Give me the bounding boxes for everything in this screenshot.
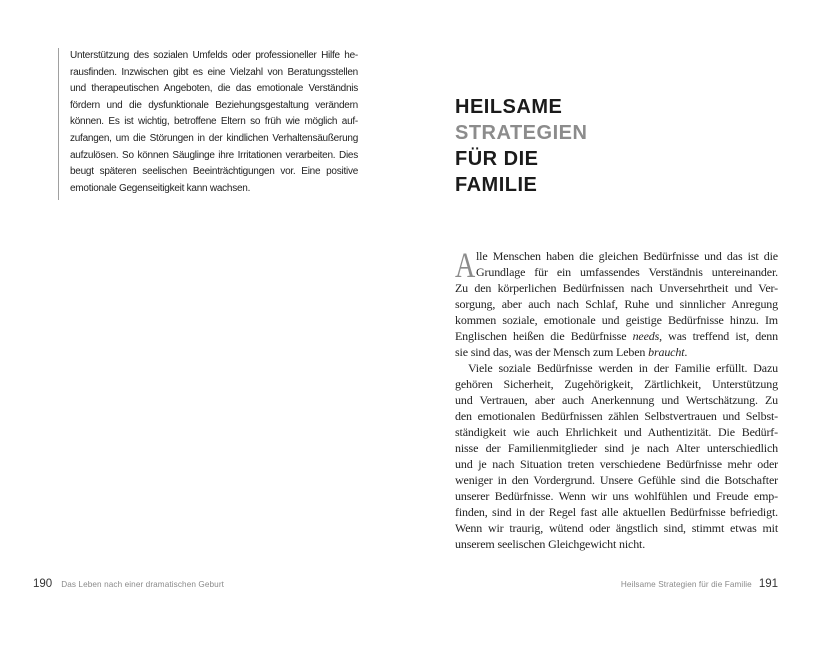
sidebar-line: beugt späteren seelischen Beeinträchtigungen vor. Eine positive xyxy=(70,166,358,178)
sidebar-line: und therapeutischen Angeboten, die das emotionale Verständnis xyxy=(70,83,358,95)
body-line: Grundlage für ein umfassendes Verständnis untereinander. xyxy=(476,265,778,279)
body-line: sorgung, aber auch nach Schlaf, Ruhe und sinnlicher Anregung xyxy=(455,297,778,311)
page-number-left: 190 xyxy=(33,578,53,590)
paragraph-2 xyxy=(455,360,778,552)
body-text-segment: sie sind das, was der Mensch zum Leben xyxy=(455,345,649,359)
body-text-segment: Englischen heißen die Bedürfnisse xyxy=(455,329,633,343)
sidebar-line: zufangen, um die Störungen in der kindlichen Verhaltensäußerung xyxy=(70,132,358,144)
body-line: weniger in den Vordergrund. Unsere Gefühle sind die Botschafter xyxy=(455,473,778,487)
sidebar-line: aufzulösen. So können Säuglinge ihre Irritationen verarbeiten. Dies xyxy=(70,149,358,161)
italic-word: needs xyxy=(632,329,660,343)
body-line: und je nach Situation treten verschiedene Bedürfnisse mehr oder xyxy=(455,457,778,471)
heading-line-accent: STRATEGIEN xyxy=(455,122,588,144)
italic-word: braucht xyxy=(648,345,685,359)
sidebar-line: rausfinden. Inzwischen gibt es eine Vielzahl von Beratungsstellen xyxy=(70,66,358,78)
body-line: gehören Sicherheit, Zugehörigkeit, Zärtlichkeit, Unterstützung xyxy=(455,377,778,391)
body-line: lle Menschen haben die gleichen Bedürfnisse und das ist die xyxy=(476,249,778,263)
body-line xyxy=(455,328,778,344)
body-line: ständigkeit wie auch Ehrlichkeit und Authentizität. Die Bedürf- xyxy=(455,425,778,439)
body-line: Zu den körperlichen Bedürfnissen nach Unversehrtheit und Ver- xyxy=(455,281,778,295)
sidebar-rule xyxy=(58,48,59,200)
left-footer xyxy=(33,578,224,590)
running-head-left: Das Leben nach einer dramatischen Geburt xyxy=(61,580,225,589)
body-line: den emotionalen Bedürfnissen zählen Selbstvertrauen und Selbst- xyxy=(455,409,778,423)
sidebar-line: Unterstützung des sozialen Umfelds oder professioneller Hilfe he- xyxy=(70,50,358,61)
body-line: finden, sind in der Regel fast alle aktuellen Bedürfnisse befriedigt. xyxy=(455,505,778,519)
drop-cap: A xyxy=(455,244,476,285)
right-footer xyxy=(621,578,778,590)
paragraph-1 xyxy=(455,244,778,360)
sidebar-line: fördern und die dysfunktionale Beziehungsgestaltung verändern xyxy=(70,99,358,111)
heading-line: FAMILIE xyxy=(455,174,538,196)
body-text-segment: , was treffend ist, denn xyxy=(659,329,778,343)
body-line: Viele soziale Bedürfnisse werden in der Familie erfüllt. Dazu xyxy=(468,361,778,375)
body-line: Wenn wir traurig, wütend oder ängstlich sind, stimmt etwas mit xyxy=(455,521,778,535)
heading-line: FÜR DIE xyxy=(455,148,539,170)
body-text-segment: . xyxy=(684,345,688,359)
page-number-right: 191 xyxy=(758,578,778,590)
sidebar-line: können. Es ist wichtig, betroffene Eltern so früh wie möglich auf- xyxy=(70,116,358,128)
heading-line: HEILSAME xyxy=(455,96,563,118)
body-text xyxy=(455,244,778,552)
body-line xyxy=(455,344,778,360)
body-line: nisse der Familienmitglieder sind je nach Alter unterschiedlich xyxy=(455,441,778,455)
body-line: und Vertrauen, aber auch Anerkennung und Wertschätzung. Zu xyxy=(455,393,778,407)
body-line: kommen soziale, emotionale und geistige Bedürfnisse hinzu. Im xyxy=(455,313,778,327)
body-line: unserer Bedürfnisse. Wenn wir uns wohlfühlen und Freude emp- xyxy=(455,489,778,503)
running-head-right: Heilsame Strategien für die Familie xyxy=(620,580,752,589)
body-line: unserem seelischen Gleichgewicht nicht. xyxy=(455,537,646,551)
sidebar-line: emotionale Gegenseitigkeit kann wachsen. xyxy=(70,182,251,194)
sidebar-text xyxy=(70,48,358,197)
chapter-heading xyxy=(455,94,587,198)
